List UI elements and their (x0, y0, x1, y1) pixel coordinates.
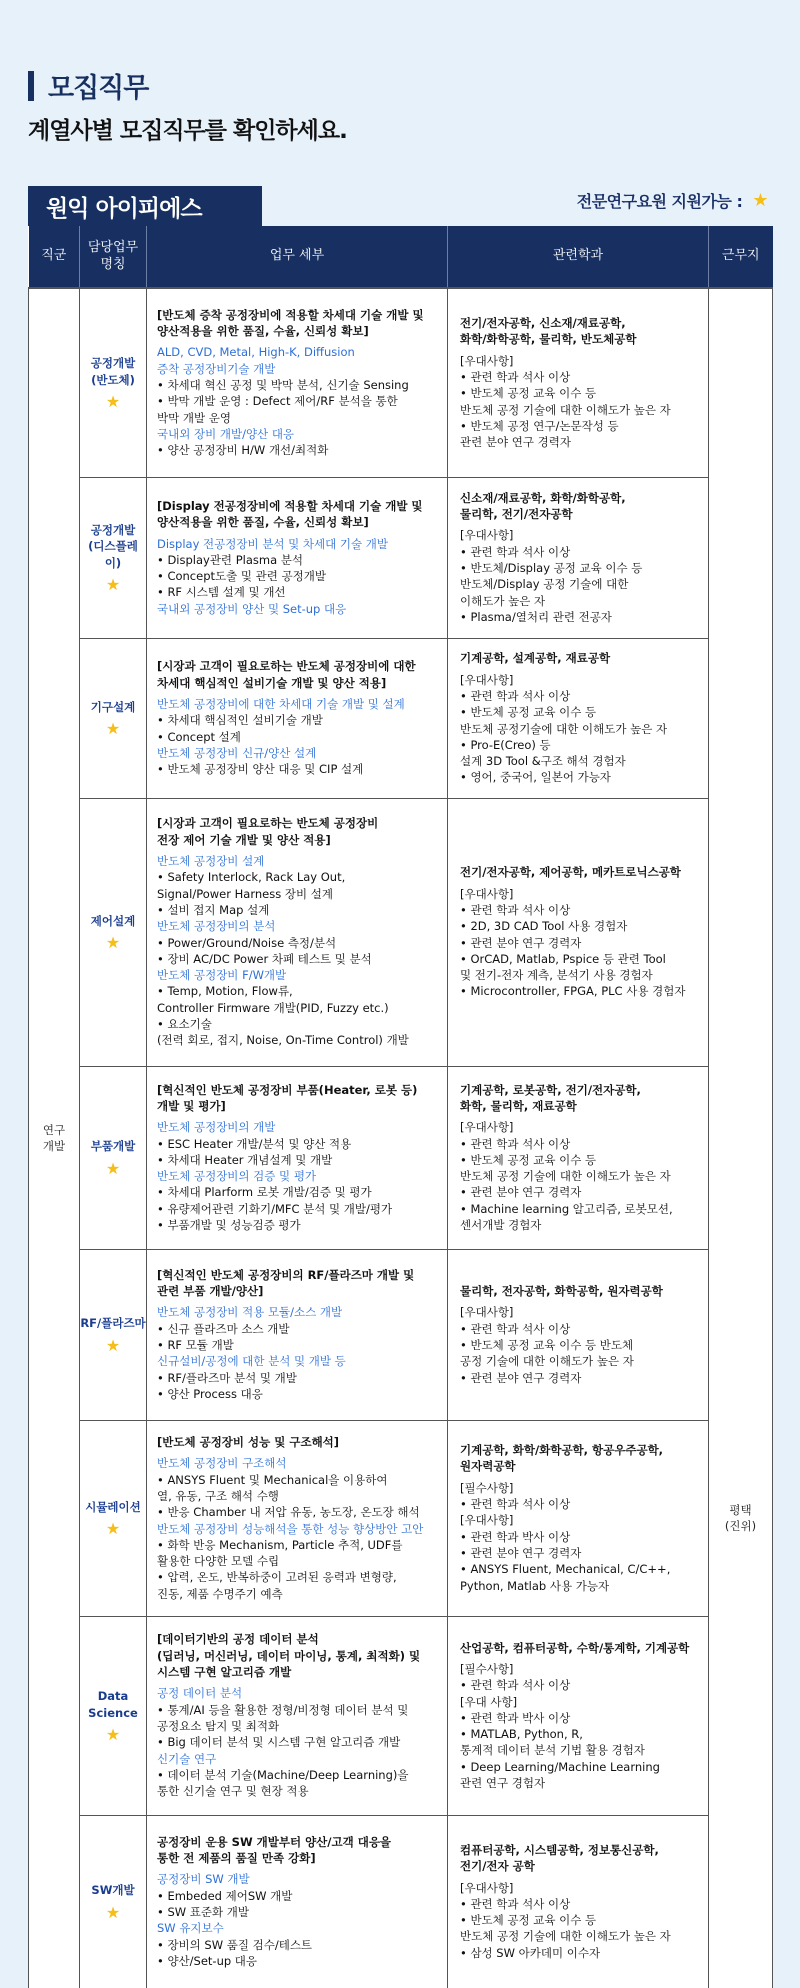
location-text (709, 1502, 772, 1535)
duty-item: • ANSYS Fluent 및 Mechanical을 이용하여 (157, 1472, 388, 1487)
header-role-line: 명칭 (100, 256, 126, 272)
duty-item: • RF/플라즈마 분석 및 개발 (157, 1370, 297, 1385)
section-title: 모집직무 (48, 73, 149, 104)
major-item: [우대 사항] (460, 1694, 518, 1709)
duty-subheading: 반도체 공정장비에 대한 차세대 기술 개발 및 설계 (157, 697, 405, 711)
duty-title (157, 815, 437, 848)
table-row (29, 1249, 773, 1420)
location-line: (진위) (724, 1519, 757, 1534)
duty-subheading: 반도체 공정장비 적용 모듈/소스 개발 (157, 1305, 343, 1320)
major-title-line: 화학, 물리학, 재료공학 (460, 1098, 577, 1113)
duty-title (157, 307, 437, 340)
major-item: 반도체 공정 기술에 대한 이해도가 높은 자 (460, 402, 671, 417)
major-title-line: 전기/전자공학, 신소재/재료공학, (460, 315, 626, 330)
major-title-line: 화학/화학공학, 물리학, 반도체공학 (460, 332, 637, 347)
major-title-line: 기계공학, 설계공학, 재료공학 (460, 651, 611, 666)
table-row (29, 638, 773, 798)
role-cell (80, 1616, 147, 1815)
major-title-line: 원자력공학 (460, 1459, 516, 1474)
major-item: • 반도체 공정 교육 이수 등 (460, 386, 597, 401)
major-item: Python, Matlab 사용 가능자 (460, 1578, 610, 1593)
duty-subheading: 공정 데이터 분석 (157, 1686, 243, 1701)
header-role (80, 226, 147, 288)
research-support-note (577, 189, 768, 212)
major-item: • 관련 학과 석사 이상 (460, 902, 571, 917)
duty-item: • 차세대 Heater 개념설계 및 개발 (157, 1152, 333, 1167)
duty-cell (147, 1616, 448, 1815)
duty-item: 진동, 제품 수명주기 예측 (157, 1586, 283, 1601)
duty-cell (147, 1066, 448, 1249)
duty-subheading: 국내외 장비 개발/양산 대응 (157, 427, 295, 442)
duty-subheading: 증착 공정장비기술 개발 (157, 361, 276, 376)
major-title (460, 1640, 698, 1656)
duty-cell (147, 477, 448, 638)
major-cell (448, 477, 709, 638)
duty-item: • 반도체 공정장비 양산 대응 및 CIP 설계 (157, 762, 364, 777)
major-title-line: 컴퓨터공학, 시스템공학, 정보통신공학, (460, 1842, 659, 1857)
star-icon: ★ (105, 933, 121, 953)
duty-title (157, 1631, 437, 1680)
table-row (29, 288, 773, 477)
major-title (460, 1283, 698, 1299)
role-name: (디스플레이) (88, 539, 138, 570)
major-item: • 반도체 공정 교육 이수 등 반도체 (460, 1338, 634, 1352)
major-title-line: 물리학, 전기/전자공학 (460, 507, 573, 522)
major-item: • 관련 학과 석사 이상 (460, 1896, 571, 1911)
major-title (460, 490, 698, 523)
major-item: [우대사항] (460, 353, 514, 368)
duty-item: • 통계/AI 등을 활용한 정형/비정형 데이터 분석 및 (157, 1702, 409, 1717)
major-item: • 반도체/Display 공정 교육 이수 등 (460, 561, 643, 575)
role-name: 공정개발 (90, 523, 136, 537)
major-item: 관련 분야 연구 경력자 (460, 435, 571, 450)
major-item: 반도체 공정 기술에 대한 이해도가 높은 자 (460, 1169, 671, 1184)
duty-item: • 장비 AC/DC Power 차폐 테스트 및 분석 (157, 951, 372, 966)
duty-item: Signal/Power Harness 장비 설계 (157, 886, 333, 901)
duty-item: 열, 유동, 구조 해석 수행 (157, 1488, 279, 1503)
header-role-line: 담당업무 (87, 239, 139, 255)
category-line: 개발 (42, 1139, 66, 1154)
table-row (29, 798, 773, 1066)
major-item: • 관련 학과 석사 이상 (460, 544, 571, 559)
major-item: [우대사항] (460, 1305, 514, 1320)
section-accent-bar (28, 71, 34, 101)
duty-title-line: (딥러닝, 머신러닝, 데이터 마이닝, 통계, 최적화) 및 (157, 1648, 421, 1663)
duty-subheading: 반도체 공정장비 성능해석을 통한 성능 향상방안 고안 (157, 1521, 424, 1536)
header-category: 직군 (29, 226, 80, 288)
star-icon: ★ (105, 1335, 121, 1355)
duty-title-line: [시장과 고객이 필요로하는 반도체 공정장비 (157, 816, 379, 831)
duty-item: • Safety Interlock, Rack Lay Out, (157, 870, 346, 885)
duty-item: • 신규 플라즈마 소스 개발 (157, 1321, 290, 1336)
major-item: • Deep Learning/Machine Learning (460, 1759, 660, 1774)
role-name: 제어설계 (90, 913, 136, 928)
major-title (460, 1842, 698, 1875)
duty-item: • 양산/Set-up 대응 (157, 1953, 258, 1968)
duty-title-line: [시장과 고객이 필요로하는 반도체 공정장비에 대한 (157, 659, 416, 674)
duty-item: • 차세대 혁신 공정 및 박막 분석, 신기술 Sensing (157, 378, 409, 393)
role-name: 시뮬레이션 (85, 1499, 141, 1514)
duty-title-line: 공정장비 운용 SW 개발부터 양산/고객 대응을 (157, 1834, 392, 1849)
role-name: 기구설계 (90, 699, 136, 714)
duty-item: • SW 표준화 개발 (157, 1905, 249, 1919)
duty-cell (147, 798, 448, 1066)
duty-title-line: [데이터기반의 공정 데이터 분석 (157, 1632, 319, 1647)
duty-subheading: 신기술 연구 (157, 1751, 217, 1766)
duty-item: • 부품개발 및 성능검증 평가 (157, 1218, 301, 1233)
major-item: 반도체 공정기술에 대한 이해도가 높은 자 (460, 721, 668, 736)
major-cell (448, 1066, 709, 1249)
major-item: • 관련 학과 박사 이상 (460, 1710, 571, 1725)
duty-item: • Power/Ground/Noise 측정/분석 (157, 935, 337, 950)
category-cell (29, 288, 80, 1988)
major-cell (448, 1249, 709, 1420)
duty-subheading: SW 유지보수 (157, 1921, 224, 1936)
duty-title (157, 498, 437, 531)
major-item: [우대사항] (460, 1120, 514, 1135)
duty-item: • 화학 반응 Mechanism, Particle 추적, UDF를 (157, 1537, 403, 1552)
major-item: [우대사항] (460, 528, 514, 543)
major-item: • 관련 학과 박사 이상 (460, 1529, 571, 1544)
major-item: • 관련 분야 연구 경력자 (460, 1185, 582, 1200)
duty-item: • Temp, Motion, Flow류, (157, 984, 293, 999)
star-icon: ★ (752, 189, 768, 211)
major-cell (448, 288, 709, 477)
star-icon: ★ (105, 574, 121, 594)
table-header-row (29, 226, 773, 288)
major-title (460, 864, 698, 880)
duty-title-line: 양산적용을 위한 품질, 수율, 신뢰성 확보] (157, 324, 369, 339)
role-name: RF/플라즈마 (80, 1316, 146, 1331)
duty-item: • 데이터 분석 기술(Machine/Deep Learning)을 (157, 1767, 409, 1782)
duty-title (157, 1082, 437, 1115)
major-item: • 반도체 공정 교육 이수 등 (460, 1152, 597, 1167)
duty-item: • 양산 Process 대응 (157, 1386, 263, 1401)
table-row (29, 1420, 773, 1616)
duty-title-line: 차세대 핵심적인 설비기술 개발 및 양산 적용] (157, 675, 387, 690)
category-line: 연구 (42, 1122, 66, 1137)
major-cell (448, 1815, 709, 1988)
major-title-line: 기계공학, 화학/화학공학, 항공우주공학, (460, 1443, 664, 1458)
major-item: • 관련 학과 석사 이상 (460, 369, 571, 384)
duty-item: • 압력, 온도, 반복하중이 고려된 응력과 변형량, (157, 1570, 397, 1585)
major-item: 이해도가 높은 자 (460, 593, 546, 608)
major-item: • Machine learning 알고리즘, 로봇모션, (460, 1201, 673, 1216)
duty-subheading: 반도체 공정장비의 검증 및 평가 (157, 1169, 317, 1184)
duty-subheading: 반도체 공정장비 구조해석 (157, 1456, 287, 1471)
duty-subheading: 신규설비/공정에 대한 분석 및 개발 등 (157, 1354, 346, 1369)
major-cell (448, 638, 709, 798)
header-duty: 업무 세부 (147, 226, 448, 288)
duty-title-line: [혁신적인 반도체 공정장비의 RF/플라즈마 개발 및 (157, 1267, 415, 1282)
duty-cell (147, 638, 448, 798)
major-item: • MATLAB, Python, R, (460, 1727, 583, 1742)
duty-item: • ESC Heater 개발/분석 및 양산 적용 (157, 1136, 352, 1151)
duty-title-line: 관련 부품 개발/양산] (157, 1284, 264, 1299)
role-cell (80, 1066, 147, 1249)
duty-item: (전력 회로, 접지, Noise, On-Time Control) 개발 (157, 1033, 409, 1048)
duty-item: • 차세대 핵심적인 설비기술 개발 (157, 713, 323, 728)
section-subtitle: 계열사별 모집직무를 확인하세요. (28, 118, 347, 144)
major-item: • 관련 학과 석사 이상 (460, 688, 571, 703)
major-title-line: 물리학, 전자공학, 화학공학, 원자력공학 (460, 1284, 663, 1299)
major-item: 설계 3D Tool &구조 해석 경험자 (460, 754, 626, 769)
major-item: 반도체 공정 기술에 대한 이해도가 높은 자 (460, 1929, 671, 1944)
major-item: 통계적 데이터 분석 기법 활용 경험자 (460, 1743, 645, 1758)
major-item: • 반도체 공정 연구/논문작성 등 (460, 418, 619, 433)
role-name: Science (88, 1705, 138, 1720)
duty-cell (147, 1815, 448, 1988)
major-item: • 관련 분야 연구 경력자 (460, 1370, 582, 1385)
duty-item: • RF 모듈 개발 (157, 1338, 234, 1352)
duty-title (157, 1434, 437, 1450)
duty-item: • 양산 공정장비 H/W 개선/최적화 (157, 443, 329, 458)
duty-item: • 박막 개발 운영 : Defect 제어/RF 분석을 통한 (157, 394, 398, 409)
duty-subheading: 국내외 공정장비 양산 및 Set-up 대응 (157, 601, 347, 616)
major-item: [우대사항] (460, 1880, 514, 1895)
duty-item: 공정요소 탐지 및 최적화 (157, 1719, 280, 1733)
role-name: Data (97, 1689, 129, 1704)
major-item: [필수사항] (460, 1480, 514, 1495)
table-row (29, 1815, 773, 1988)
star-icon: ★ (105, 1724, 121, 1744)
star-icon: ★ (105, 392, 121, 412)
role-cell (80, 288, 147, 477)
major-item: • 반도체 공정 교육 이수 등 (460, 1913, 597, 1928)
duty-item: • Embeded 제어SW 개발 (157, 1888, 293, 1903)
role-cell (80, 1815, 147, 1988)
major-item: 공정 기술에 대한 이해도가 높은 자 (460, 1354, 634, 1369)
major-title-line: 신소재/재료공학, 화학/화학공학, (460, 490, 626, 505)
research-support-label: 전문연구요원 지원가능 : (576, 192, 743, 211)
major-title (460, 1442, 698, 1475)
major-item: • 관련 분야 연구 경력자 (460, 935, 582, 950)
job-table (28, 226, 773, 1988)
duty-subheading: ALD, CVD, Metal, High-K, Diffusion (157, 345, 355, 360)
major-title-line: 산업공학, 컴퓨터공학, 수학/통계학, 기계공학 (460, 1640, 690, 1655)
major-title-line: 전기/전자 공학 (460, 1859, 535, 1874)
header-major: 관련학과 (448, 226, 709, 288)
duty-item: • RF 시스템 설계 및 개선 (157, 585, 286, 600)
duty-subheading: 공정장비 SW 개발 (157, 1872, 250, 1887)
location-line: 평택 (729, 1502, 752, 1517)
duty-title-line: 시스템 구현 알고리즘 개발 (157, 1665, 292, 1680)
role-name: 공정개발 (90, 356, 136, 371)
major-item: • ANSYS Fluent, Mechanical, C/C++, (460, 1562, 671, 1577)
star-icon: ★ (105, 1519, 121, 1539)
major-item: • 삼성 SW 아카데미 이수자 (460, 1945, 601, 1960)
role-cell (80, 638, 147, 798)
major-item: • 2D, 3D CAD Tool 사용 경험자 (460, 919, 628, 934)
star-icon: ★ (105, 1902, 121, 1922)
duty-subheading: 반도체 공정장비의 개발 (157, 1120, 276, 1135)
major-item: • 관련 학과 석사 이상 (460, 1678, 571, 1693)
duty-item: Controller Firmware 개발(PID, Fuzzy etc.) (157, 1000, 389, 1015)
major-item: [우대사항] (460, 1513, 514, 1528)
major-cell (448, 1420, 709, 1616)
duty-item: • 반응 Chamber 내 저압 유동, 농도장, 온도장 해석 (157, 1505, 420, 1520)
major-title (460, 1082, 698, 1115)
major-item: • 관련 학과 석사 이상 (460, 1321, 571, 1336)
duty-title-line: 통한 전 제품의 품질 만족 강화] (157, 1851, 316, 1866)
role-cell (80, 1420, 147, 1616)
major-item: [우대사항] (460, 672, 514, 687)
location-cell (709, 288, 773, 1988)
major-item: • 관련 학과 석사 이상 (460, 1497, 571, 1511)
table-row (29, 477, 773, 638)
table-row (29, 1066, 773, 1249)
duty-title (157, 1834, 437, 1867)
company-name-tab: 원익 아이피에스 (28, 186, 262, 226)
major-cell (448, 1616, 709, 1815)
duty-title-line: 개발 및 평가] (157, 1098, 226, 1113)
major-item: • Microcontroller, FPGA, PLC 사용 경험자 (460, 984, 686, 999)
role-name: 부품개발 (90, 1139, 136, 1154)
major-item: 반도체/Display 공정 기술에 대한 (460, 577, 629, 592)
major-title-line: 기계공학, 로봇공학, 전기/전자공학, (460, 1082, 641, 1097)
duty-title-line: [반도체 증착 공정장비에 적용할 차세대 기술 개발 및 (157, 307, 424, 322)
duty-cell (147, 1249, 448, 1420)
duty-title-line: [혁신적인 반도체 공정장비 부품(Heater, 로봇 등) (157, 1082, 418, 1097)
duty-cell (147, 288, 448, 477)
major-title-line: 전기/전자공학, 제어공학, 메카트로닉스공학 (460, 865, 681, 880)
major-item: • 관련 분야 연구 경력자 (460, 1545, 582, 1560)
duty-item: • 설비 접지 Map 설계 (157, 902, 270, 917)
duty-subheading: 반도체 공정장비 신규/양산 설계 (157, 745, 317, 760)
duty-title (157, 658, 437, 691)
duty-item: 박막 개발 운영 (157, 410, 231, 425)
major-cell (448, 798, 709, 1066)
major-title (460, 650, 698, 666)
major-item: • 영어, 중국어, 일본어 가능자 (460, 770, 611, 785)
duty-item: • 유량제어관련 기화기/MFC 분석 및 개발/평가 (157, 1201, 393, 1216)
duty-title-line: 전장 제어 기술 개발 및 양산 적용] (157, 832, 331, 847)
major-item: 및 전기-전자 계측, 분석기 사용 경험자 (460, 968, 653, 983)
major-title (460, 315, 698, 348)
major-item: • 반도체 공정 교육 이수 등 (460, 705, 597, 720)
star-icon: ★ (105, 719, 121, 739)
major-item: [필수사항] (460, 1661, 514, 1676)
major-item: • Pro-E(Creo) 등 (460, 737, 551, 752)
duty-item: • 장비의 SW 품질 검수/테스트 (157, 1937, 313, 1952)
duty-item: • Concept도출 및 관련 공정개발 (157, 569, 326, 584)
duty-item: • 차세대 Plarform 로봇 개발/검증 및 평가 (157, 1185, 372, 1200)
duty-item: • Concept 설계 (157, 729, 241, 744)
duty-item: • Display관련 Plasma 분석 (157, 552, 303, 567)
duty-subheading: 반도체 공정장비 설계 (157, 853, 265, 868)
header-location: 근무지 (709, 226, 773, 288)
duty-item: • 요소기술 (157, 1017, 212, 1032)
duty-title (157, 1267, 437, 1300)
duty-item: 통한 신기술 연구 및 현장 적용 (157, 1784, 309, 1799)
duty-subheading: 반도체 공정장비 F/W개발 (157, 968, 287, 983)
duty-item: • Big 데이터 분석 및 시스템 구현 알고리즘 개발 (157, 1735, 401, 1750)
major-item: [우대사항] (460, 886, 514, 901)
duty-title-line: 양산적용을 위한 품질, 수율, 신뢰성 확보] (157, 515, 369, 530)
duty-subheading: 반도체 공정장비의 분석 (157, 919, 276, 934)
major-item: 관련 연구 경험자 (460, 1776, 546, 1791)
role-name: SW개발 (91, 1883, 135, 1898)
table-row (29, 1616, 773, 1815)
duty-item: 활용한 다양한 모델 수립 (157, 1554, 280, 1569)
section-header (28, 66, 148, 105)
major-item: 센서개발 경험자 (460, 1218, 542, 1233)
major-item: • Plasma/열처리 관련 전공자 (460, 609, 612, 624)
role-cell (80, 477, 147, 638)
major-item: • OrCAD, Matlab, Pspice 등 관련 Tool (460, 951, 666, 966)
role-cell (80, 1249, 147, 1420)
role-cell (80, 798, 147, 1066)
duty-title-line: [반도체 공정장비 성능 및 구조해석] (157, 1434, 340, 1449)
role-name: (반도체) (91, 372, 135, 387)
duty-title-line: [Display 전공정장비에 적용할 차세대 기술 개발 및 (157, 498, 423, 513)
star-icon: ★ (105, 1158, 121, 1178)
duty-subheading: Display 전공정장비 분석 및 차세대 기술 개발 (157, 536, 388, 551)
major-item: • 관련 학과 석사 이상 (460, 1136, 571, 1151)
duty-cell (147, 1420, 448, 1616)
